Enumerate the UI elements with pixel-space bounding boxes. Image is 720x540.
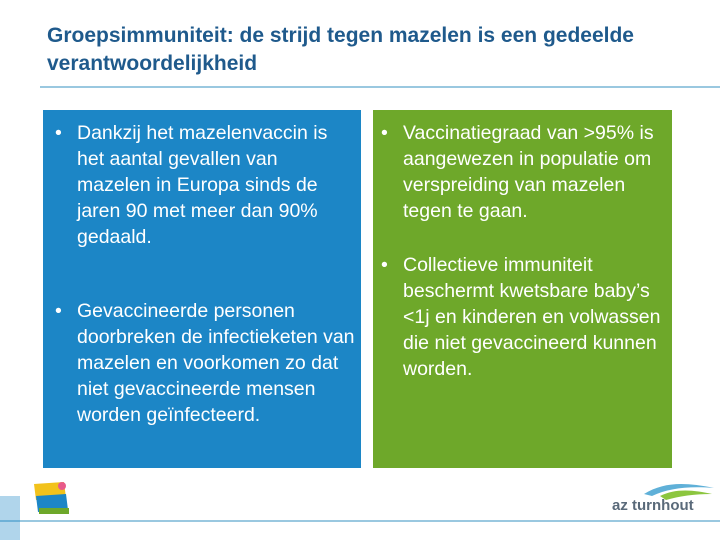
left-bullet-2-text: Gevaccineerde personen doorbreken de infectieketen van mazelen en voorkomen zo dat niet gevaccineerde mensen worden geïnfecteerd. (77, 300, 355, 426)
logo-text: az turnhout (612, 497, 694, 514)
right-content-box (373, 110, 672, 468)
right-bullet-1 (381, 120, 666, 224)
bullet-marker: • (381, 254, 388, 276)
bullet-marker: • (55, 300, 62, 322)
left-bullet-1 (55, 120, 355, 250)
side-accent (0, 496, 20, 540)
title-divider (40, 86, 720, 88)
left-content-box (43, 110, 361, 468)
right-bullet-2-text: Collectieve immuniteit beschermt kwetsbare baby’s <1j en kinderen en volwassen die niet gevaccineerd kunnen worden. (403, 254, 661, 380)
az-turnhout-logo (604, 480, 716, 516)
left-bullet-2 (55, 298, 355, 428)
bullet-marker: • (381, 122, 388, 144)
slide-title: Groepsimmuniteit: de strijd tegen mazelen is een gedeelde verantwoordelijkheid (47, 24, 634, 75)
right-bullet-2 (381, 252, 666, 382)
right-bullet-1-text: Vaccinatiegraad van >95% is aangewezen in populatie om verspreiding van mazelen tegen te gaan. (403, 122, 654, 222)
bullet-marker: • (55, 122, 62, 144)
left-bullet-1-text: Dankzij het mazelenvaccin is het aantal gevallen van mazelen in Europa sinds de jaren 90 met meer dan 90% gedaald. (77, 122, 328, 248)
tien-jaar-badge-icon (30, 480, 72, 516)
footer-divider (0, 520, 720, 522)
